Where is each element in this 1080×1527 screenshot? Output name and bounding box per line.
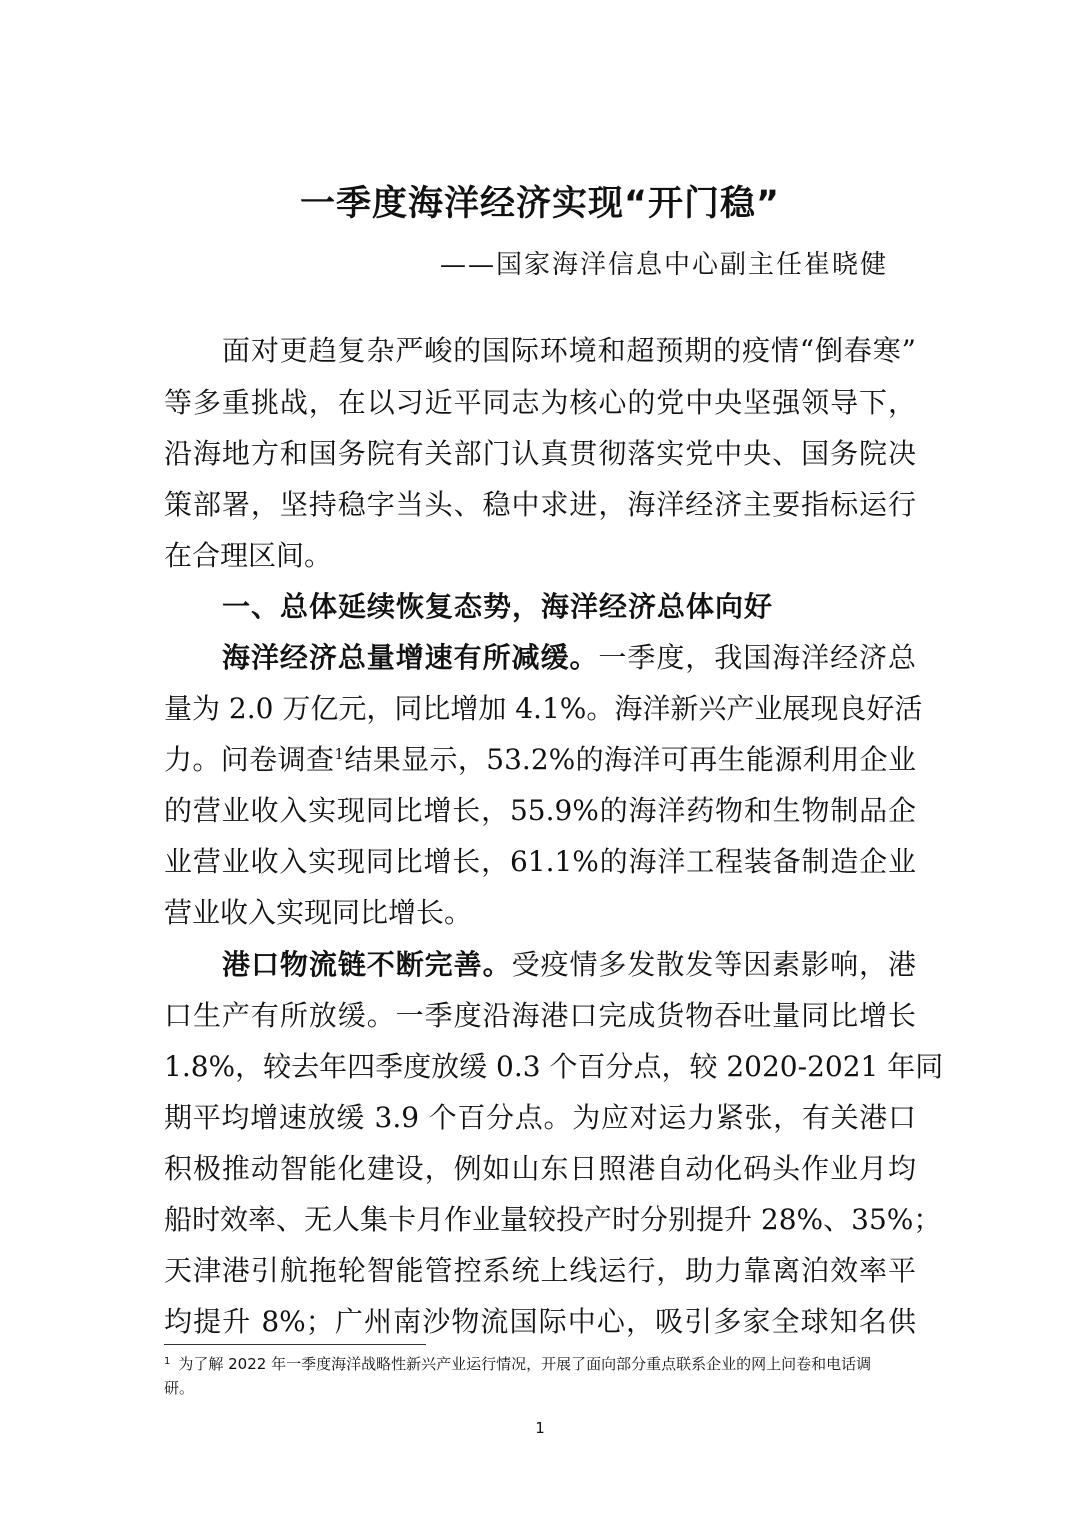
para1-line-3-b: 结果显示，53.2%的海洋可再生能源利用企业 xyxy=(343,743,916,776)
document-subtitle: ——国家海洋信息中心副主任崔晓健 xyxy=(439,250,888,280)
para2-line-4: 期平均增速放缓 3.9 个百分点。为应对运力紧张，有关港口 xyxy=(164,1101,916,1134)
para2-line-5: 积极推动智能化建设，例如山东日照港自动化码头作业月均 xyxy=(164,1152,916,1185)
para2-line-3: 1.8%，较去年四季度放缓 0.3 个百分点，较 2020-2021 年同 xyxy=(164,1050,944,1083)
page-number: 1 xyxy=(535,1419,545,1437)
para2-line-2: 口生产有所放缓。一季度沿海港口完成货物吞吐量同比增长 xyxy=(164,999,916,1032)
para2-line-8: 均提升 8%；广州南沙物流国际中心，吸引多家全球知名供 xyxy=(164,1305,916,1338)
footnote-mark: 1 xyxy=(164,1356,171,1367)
para2-lead: 港口物流链不断完善。 xyxy=(222,948,512,981)
intro-line-4: 策部署，坚持稳字当头、稳中求进，海洋经济主要指标运行 xyxy=(164,488,916,521)
intro-line-5: 在合理区间。 xyxy=(164,539,333,572)
para1-line-6: 营业收入实现同比增长。 xyxy=(164,896,473,929)
document-title: 一季度海洋经济实现“开门稳” xyxy=(299,184,780,224)
para1-lead: 海洋经济总量增速有所减缓。 xyxy=(222,641,599,674)
para1-line-1 xyxy=(222,632,916,684)
para1-line-2: 量为 2.0 万亿元，同比增加 4.1%。海洋新兴产业展现良好活 xyxy=(164,692,923,725)
para1-line-3 xyxy=(164,734,916,786)
footnote-reference[interactable]: 1 xyxy=(334,745,344,763)
para2-line-7: 天津港引航拖轮智能管控系统上线运行，助力靠离泊效率平 xyxy=(164,1254,916,1287)
footnote-line-1 xyxy=(164,1352,916,1376)
footnote-line-2: 研。 xyxy=(164,1379,195,1397)
para1-line-4: 的营业收入实现同比增长，55.9%的海洋药物和生物制品企 xyxy=(164,794,916,827)
para1-line-5: 业营业收入实现同比增长，61.1%的海洋工程装备制造企业 xyxy=(164,845,916,878)
para2-line-1-rest: 受疫情多发散发等因素影响，港 xyxy=(511,948,916,981)
section-heading: 一、总体延续恢复态势，海洋经济总体向好 xyxy=(222,590,774,623)
footnote-text-1: 为了解 2022 年一季度海洋战略性新兴产业运行情况，开展了面向部分重点联系企业的网上问卷和电话调 xyxy=(178,1355,872,1373)
intro-line-1: 面对更趋复杂严峻的国际环境和超预期的疫情“倒春寒” xyxy=(222,334,916,367)
para1-line-1-rest: 一季度，我国海洋经济总 xyxy=(598,641,916,674)
para1-line-3-a: 力。问卷调查 xyxy=(164,743,335,776)
intro-line-3: 沿海地方和国务院有关部门认真贯彻落实党中央、国务院决 xyxy=(164,437,916,470)
para2-line-6: 船时效率、无人集卡月作业量较投产时分别提升 28%、35%； xyxy=(164,1203,942,1236)
footnote-separator xyxy=(164,1344,426,1345)
para2-line-1 xyxy=(222,939,916,991)
intro-line-2: 等多重挑战，在以习近平同志为核心的党中央坚强领导下， xyxy=(164,386,916,419)
